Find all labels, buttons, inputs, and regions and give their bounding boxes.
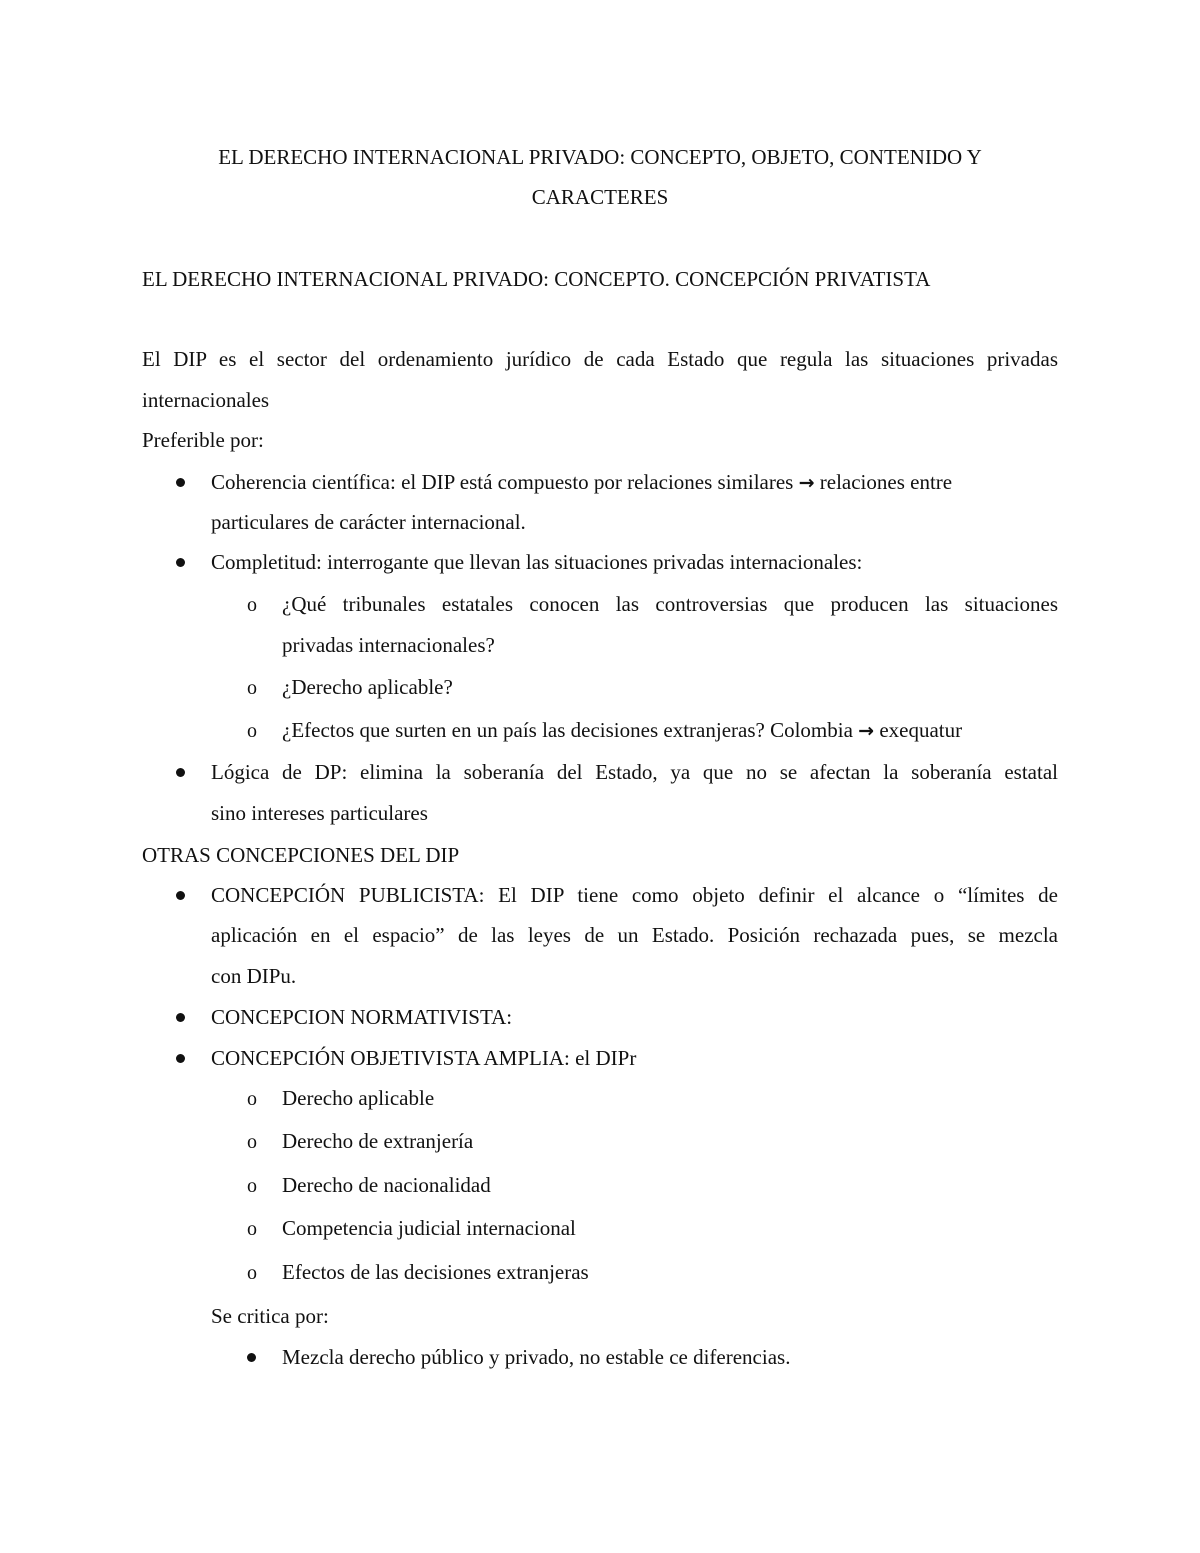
bullet-marker bbox=[176, 558, 185, 567]
arrow-right-icon: → bbox=[858, 720, 875, 742]
objetivista-item: Efectos de las decisiones extranjeras bbox=[282, 1260, 589, 1284]
bullet-completitud: Completitud: interrogante que llevan las situaciones privadas internacionales: bbox=[211, 550, 863, 574]
intro-line-2: internacionales bbox=[142, 388, 270, 412]
document-title-line-2: CARACTERES bbox=[531, 185, 669, 209]
concepcion-objetivista: CONCEPCIÓN OBJETIVISTA AMPLIA: el DIPr bbox=[211, 1046, 637, 1070]
sub-item-efectos-text-a: ¿Efectos que surten en un país las decisiones extranjeras? Colombia bbox=[282, 718, 853, 742]
sub-item-derecho-aplicable: ¿Derecho aplicable? bbox=[282, 675, 453, 699]
otras-concepciones-heading: OTRAS CONCEPCIONES DEL DIP bbox=[142, 843, 460, 867]
sub-bullet-marker: o bbox=[247, 1218, 257, 1240]
sub-item-tribunales-line-1: ¿Qué tribunales estatales conocen las controversias que producen las situaciones bbox=[282, 592, 1058, 616]
sub-bullet-marker: o bbox=[247, 720, 257, 742]
concepcion-normativista: CONCEPCION NORMATIVISTA: bbox=[211, 1005, 513, 1029]
bullet-coherencia-text-b: relaciones entre bbox=[819, 470, 953, 494]
objetivista-item: Derecho aplicable bbox=[282, 1086, 435, 1110]
document-title-line-1: EL DERECHO INTERNACIONAL PRIVADO: CONCEPTO, OBJETO, CONTENIDO Y bbox=[218, 145, 982, 169]
concepcion-publicista-line-2: aplicación en el espacio” de las leyes de un Estado. Posición rechazada pues, se mezcla bbox=[211, 923, 1058, 947]
critica-item: Mezcla derecho público y privado, no estable ce diferencias. bbox=[282, 1345, 791, 1369]
critica-label: Se critica por: bbox=[211, 1304, 329, 1328]
bullet-coherencia-line-1 bbox=[211, 472, 952, 493]
bullet-logica-line-2: sino intereses particulares bbox=[211, 801, 428, 825]
section-heading: EL DERECHO INTERNACIONAL PRIVADO: CONCEPTO. CONCEPCIÓN PRIVATISTA bbox=[142, 267, 931, 291]
sub-bullet-marker: o bbox=[247, 677, 257, 699]
bullet-logica-line-1: Lógica de DP: elimina la soberanía del Estado, ya que no se afectan la soberanía estatal bbox=[211, 760, 1058, 784]
objetivista-item: Competencia judicial internacional bbox=[282, 1216, 576, 1240]
concepcion-publicista-line-1: CONCEPCIÓN PUBLICISTA: El DIP tiene como objeto definir el alcance o “límites de bbox=[211, 883, 1058, 907]
objetivista-item: Derecho de nacionalidad bbox=[282, 1173, 491, 1197]
bullet-marker bbox=[176, 891, 185, 900]
bullet-marker bbox=[176, 768, 185, 777]
sub-item-efectos-text-b: exequatur bbox=[879, 718, 963, 742]
sub-bullet-marker: o bbox=[247, 1088, 257, 1110]
bullet-marker bbox=[176, 478, 185, 487]
bullet-coherencia-text-a: Coherencia científica: el DIP está compuesto por relaciones similares bbox=[211, 470, 794, 494]
sub-bullet-marker: o bbox=[247, 1131, 257, 1153]
sub-item-tribunales-line-2: privadas internacionales? bbox=[282, 633, 495, 657]
bullet-coherencia-line-2: particulares de carácter internacional. bbox=[211, 510, 526, 534]
sub-bullet-marker: o bbox=[247, 1262, 257, 1284]
intro-line-1: El DIP es el sector del ordenamiento jurídico de cada Estado que regula las situaciones privadas bbox=[142, 347, 1058, 371]
concepcion-publicista-line-3: con DIPu. bbox=[211, 964, 297, 988]
preferible-label: Preferible por: bbox=[142, 428, 264, 452]
objetivista-item: Derecho de extranjería bbox=[282, 1129, 474, 1153]
sub-bullet-marker: o bbox=[247, 1175, 257, 1197]
bullet-marker bbox=[176, 1054, 185, 1063]
sub-bullet-marker: o bbox=[247, 594, 257, 616]
arrow-right-icon: → bbox=[798, 472, 815, 494]
sub-item-efectos bbox=[282, 720, 962, 741]
bullet-marker bbox=[247, 1353, 256, 1362]
bullet-marker bbox=[176, 1013, 185, 1022]
